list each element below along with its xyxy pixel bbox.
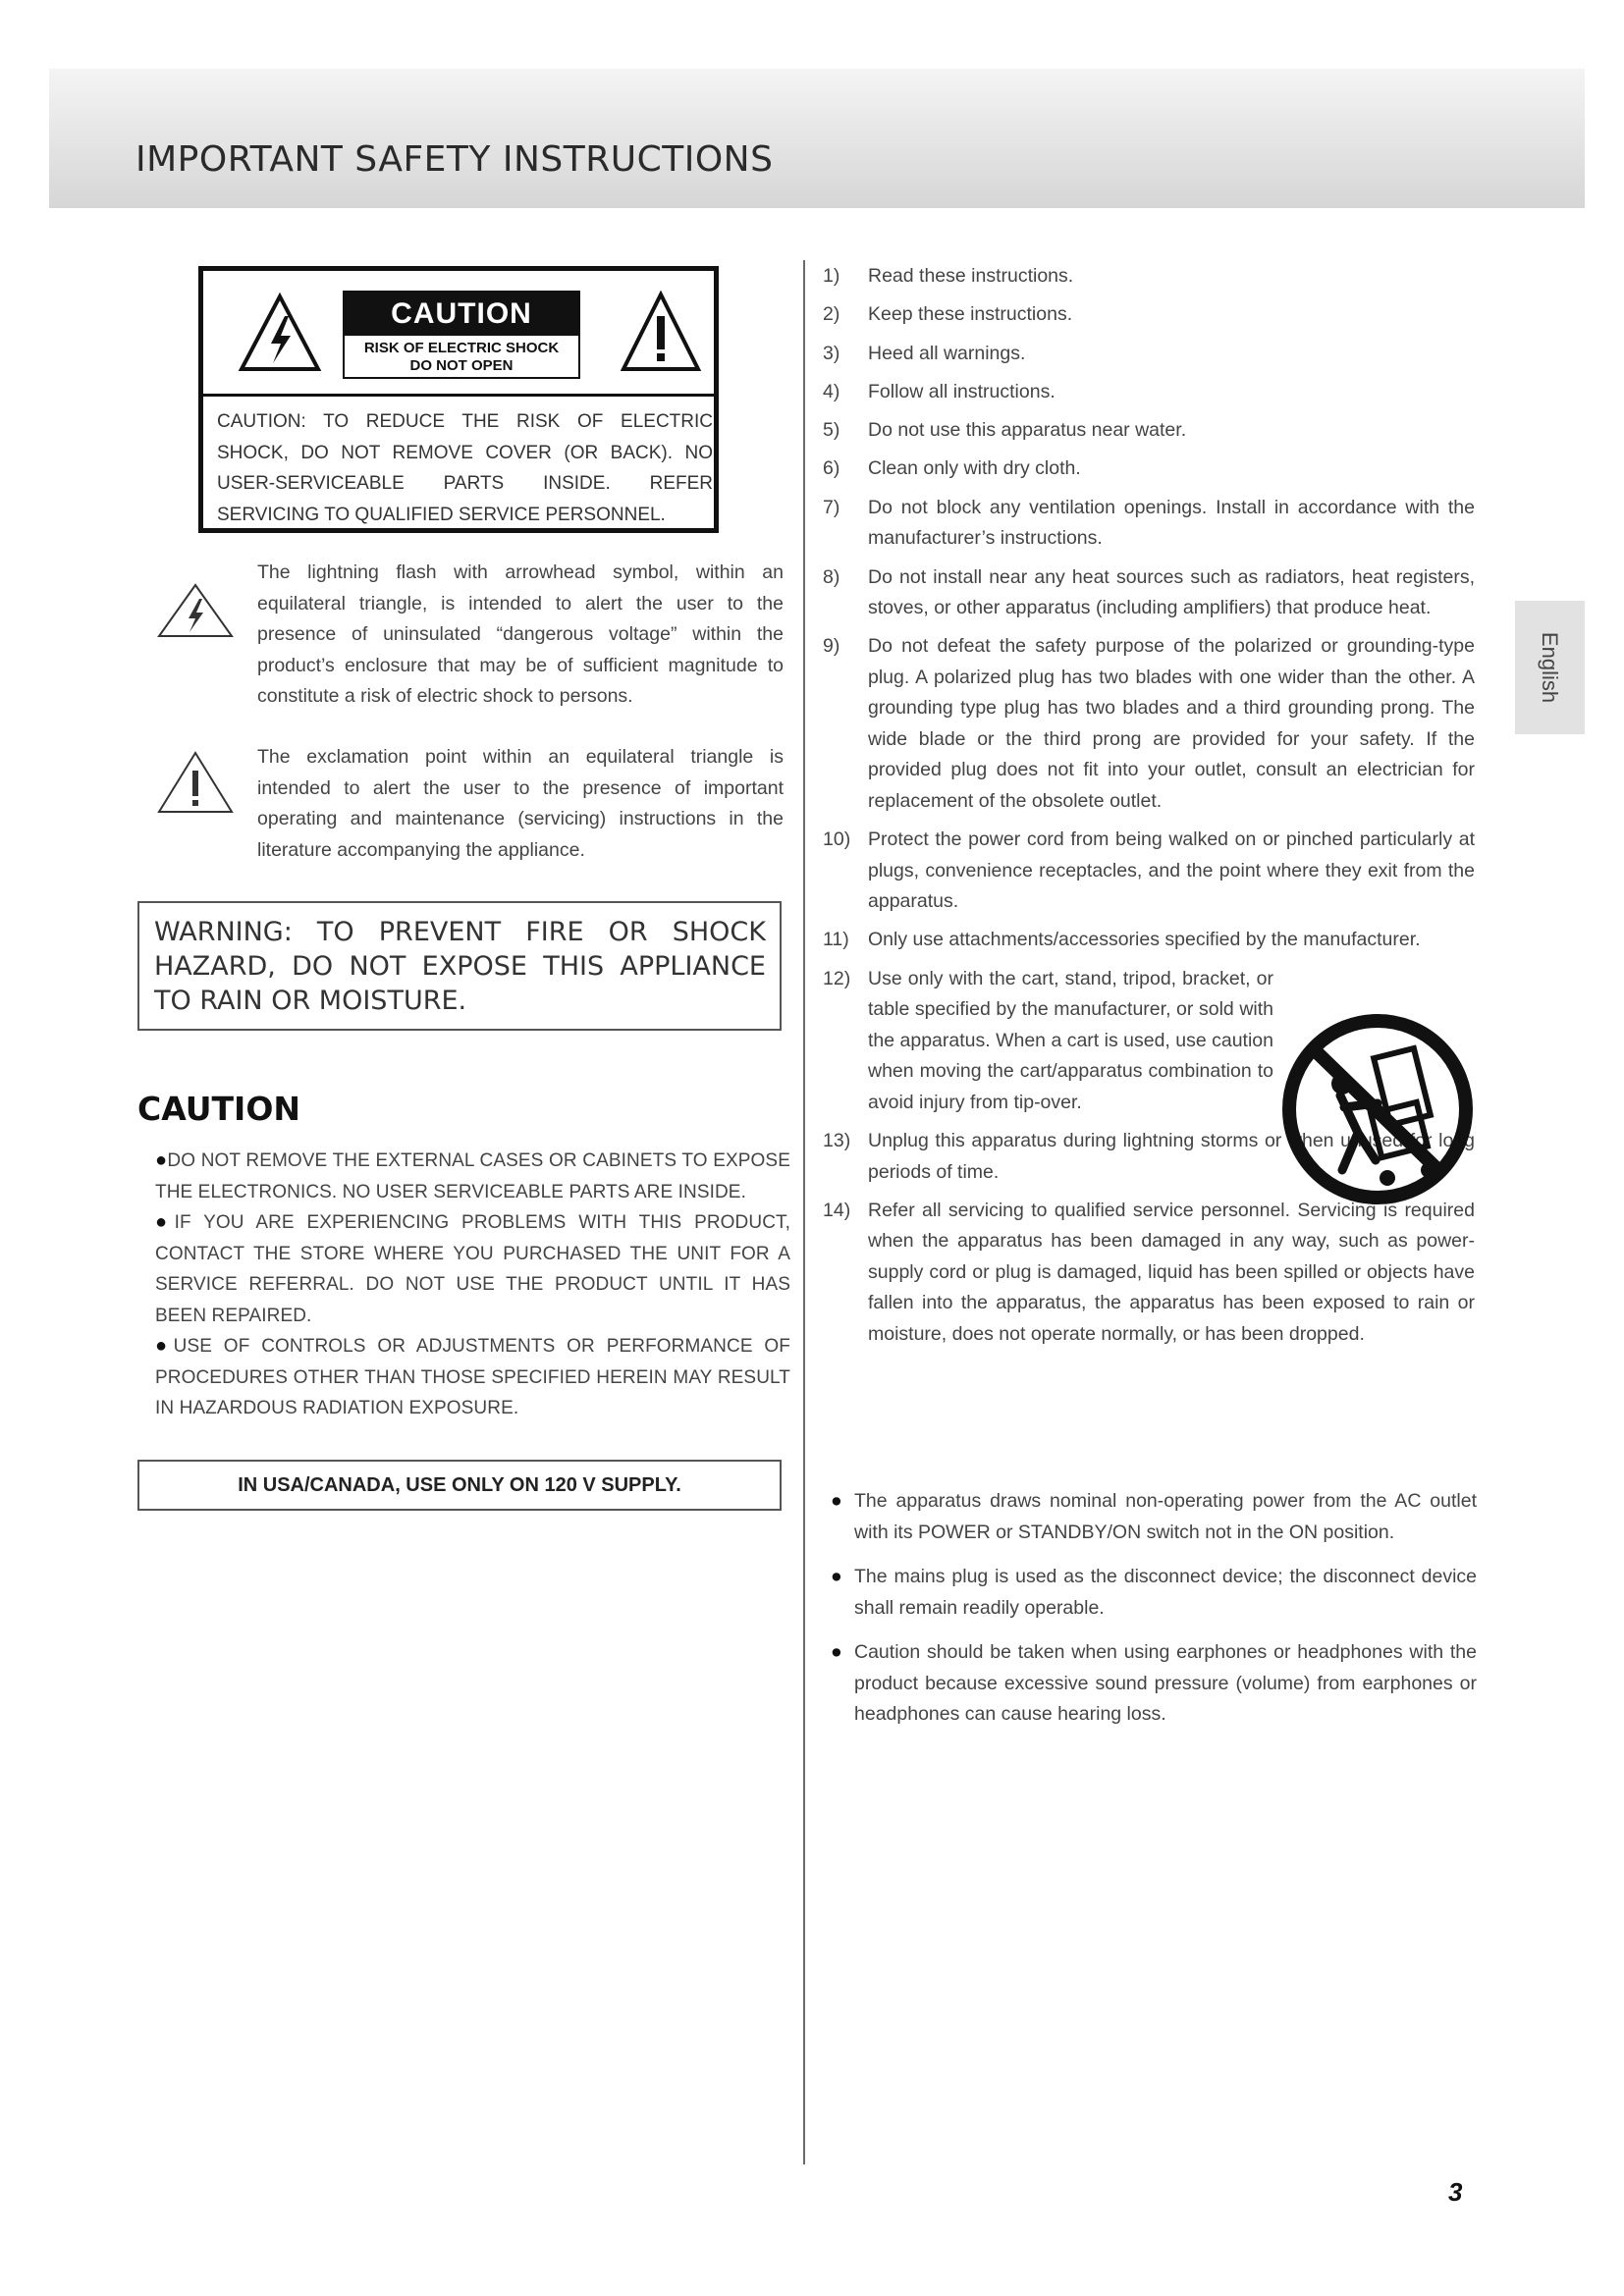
instruction-item: 7) Do not block any ventilation openings. Install in accordance with the manufacturer’s instructions.	[823, 496, 1475, 550]
lightning-symbol-text: The lightning flash with arrowhead symbol, within an equilateral triangle, is intended to alert the user to the presence of uninsulated “dangerous voltage” within the product’s enclosure that may be of sufficient magnitude to constitute a risk of electric shock to persons.	[257, 561, 784, 707]
extra-note: ● The apparatus draws nominal non-operating power from the AC outlet with its POWER or STANDBY/ON switch not in the ON position.	[831, 1486, 1477, 1548]
caution-heading: CAUTION	[137, 1090, 300, 1128]
caution-label-text: CAUTION: TO REDUCE THE RISK OF ELECTRIC SHOCK, DO NOT REMOVE COVER (OR BACK). NO USER-SERVICEABLE PARTS INSIDE. REFER SERVICING TO QUALIFIED SERVICE PERSONNEL.	[217, 411, 713, 525]
extra-note: ● The mains plug is used as the disconnect device; the disconnect device shall remain readily operable.	[831, 1562, 1477, 1624]
bullet-icon: ●	[155, 1149, 168, 1171]
instruction-item: 8) Do not install near any heat sources such as radiators, heat registers, stoves, or other apparatus (including amplifiers) that produce heat.	[823, 565, 1475, 619]
instruction-item: 9) Do not defeat the safety purpose of the polarized or grounding-type plug. A polarized plug has two blades with one wider than the other. A grounding type plug has two blades and a third grounding prong. The wide blade or the third prong are provided for your safety. If the provided plug does not fit into your outlet, consult an electrician for replacement of the obsolete outlet.	[823, 635, 1475, 812]
caution-label	[198, 266, 719, 533]
bullet-icon: ●	[831, 1566, 842, 1587]
instruction-item: 6) Clean only with dry cloth.	[823, 457, 1081, 480]
header-band	[49, 69, 1585, 208]
language-tab	[1515, 601, 1585, 734]
bullet-icon: ●	[831, 1490, 842, 1512]
extra-note: ● Caution should be taken when using earphones or headphones with the product because excessive sound pressure (volume) from earphones or headphones can cause hearing loss.	[831, 1637, 1477, 1731]
language-tab-label: English	[1538, 631, 1563, 704]
instruction-item: 4) Follow all instructions.	[823, 380, 1056, 402]
exclamation-symbol-icon	[157, 751, 234, 814]
caution-label-sub1: RISK OF ELECTRIC SHOCK	[363, 340, 560, 356]
instruction-item: 14) Refer all servicing to qualified service personnel. Servicing is required when the apparatus has been damaged in any way, such as power-supply cord or plug is damaged, liquid has been spilled or objects have fallen into the apparatus, the apparatus has been exposed to rain or moisture, does not operate normally, or has been dropped.	[823, 1199, 1475, 1345]
bullet-icon: ●	[155, 1335, 174, 1357]
instruction-item: 1) Read these instructions.	[823, 265, 1074, 287]
caution-label-box	[343, 291, 580, 379]
column-divider	[803, 260, 805, 2164]
exclamation-symbol-text: The exclamation point within an equilateral triangle is intended to alert the user to the presence of important operating and maintenance (servicing) instructions in the literature accompanying the appliance.	[257, 746, 784, 861]
instruction-item: 12) Use only with the cart, stand, tripod, bracket, or table specified by the manufacturer, or sold with the apparatus. When a cart is used, use caution when moving the cart/apparatus combination to avoid injury from tip-over.	[823, 967, 1273, 1113]
instruction-item: 3) Heed all warnings.	[823, 342, 1026, 364]
caution-item: ●USE OF CONTROLS OR ADJUSTMENTS OR PERFORMANCE OF PROCEDURES OTHER THAN THOSE SPECIFIED HEREIN MAY RESULT IN HAZARDOUS RADIATION EXPOSURE.	[155, 1335, 790, 1418]
caution-label-top	[203, 271, 714, 394]
caution-label-divider	[203, 394, 714, 397]
extra-notes-list	[831, 1486, 1477, 1744]
caution-label-heading: CAUTION	[345, 293, 578, 336]
warning-box: WARNING: TO PREVENT FIRE OR SHOCK HAZARD, DO NOT EXPOSE THIS APPLIANCE TO RAIN OR MOISTURE.	[137, 901, 782, 1031]
page-title: IMPORTANT SAFETY INSTRUCTIONS	[135, 139, 774, 180]
cart-tipover-warning-icon	[1281, 1013, 1474, 1205]
bullet-icon: ●	[831, 1641, 842, 1663]
instruction-item: 11) Only use attachments/accessories specified by the manufacturer.	[823, 929, 1421, 951]
caution-item: ●DO NOT REMOVE THE EXTERNAL CASES OR CABINETS TO EXPOSE THE ELECTRONICS. NO USER SERVICEABLE PARTS ARE INSIDE.	[155, 1149, 790, 1202]
instruction-item: 13) Unplug this apparatus during lightning storms or when unused for long periods of time.	[823, 1130, 1475, 1183]
supply-note: IN USA/CANADA, USE ONLY ON 120 V SUPPLY.	[137, 1460, 782, 1511]
instruction-item: 5) Do not use this apparatus near water.	[823, 419, 1187, 442]
lightning-symbol-icon	[157, 583, 234, 638]
instruction-item: 10) Protect the power cord from being walked on or pinched particularly at plugs, convenience receptacles, and the point where they exit from the apparatus.	[823, 828, 1475, 913]
exclamation-warning-icon	[620, 291, 702, 373]
bullet-icon: ●	[155, 1211, 175, 1233]
lightning-warning-icon	[238, 293, 322, 373]
caution-item: ●IF YOU ARE EXPERIENCING PROBLEMS WITH THIS PRODUCT, CONTACT THE STORE WHERE YOU PURCHASED THE UNIT FOR A SERVICE REFERRAL. DO NOT USE THE PRODUCT UNTIL IT HAS BEEN REPAIRED.	[155, 1211, 790, 1326]
caution-label-sub2: DO NOT OPEN	[409, 357, 514, 374]
page-number: 3	[1448, 2177, 1463, 2207]
caution-list	[155, 1146, 790, 1424]
instruction-item: 2) Keep these instructions.	[823, 303, 1073, 326]
